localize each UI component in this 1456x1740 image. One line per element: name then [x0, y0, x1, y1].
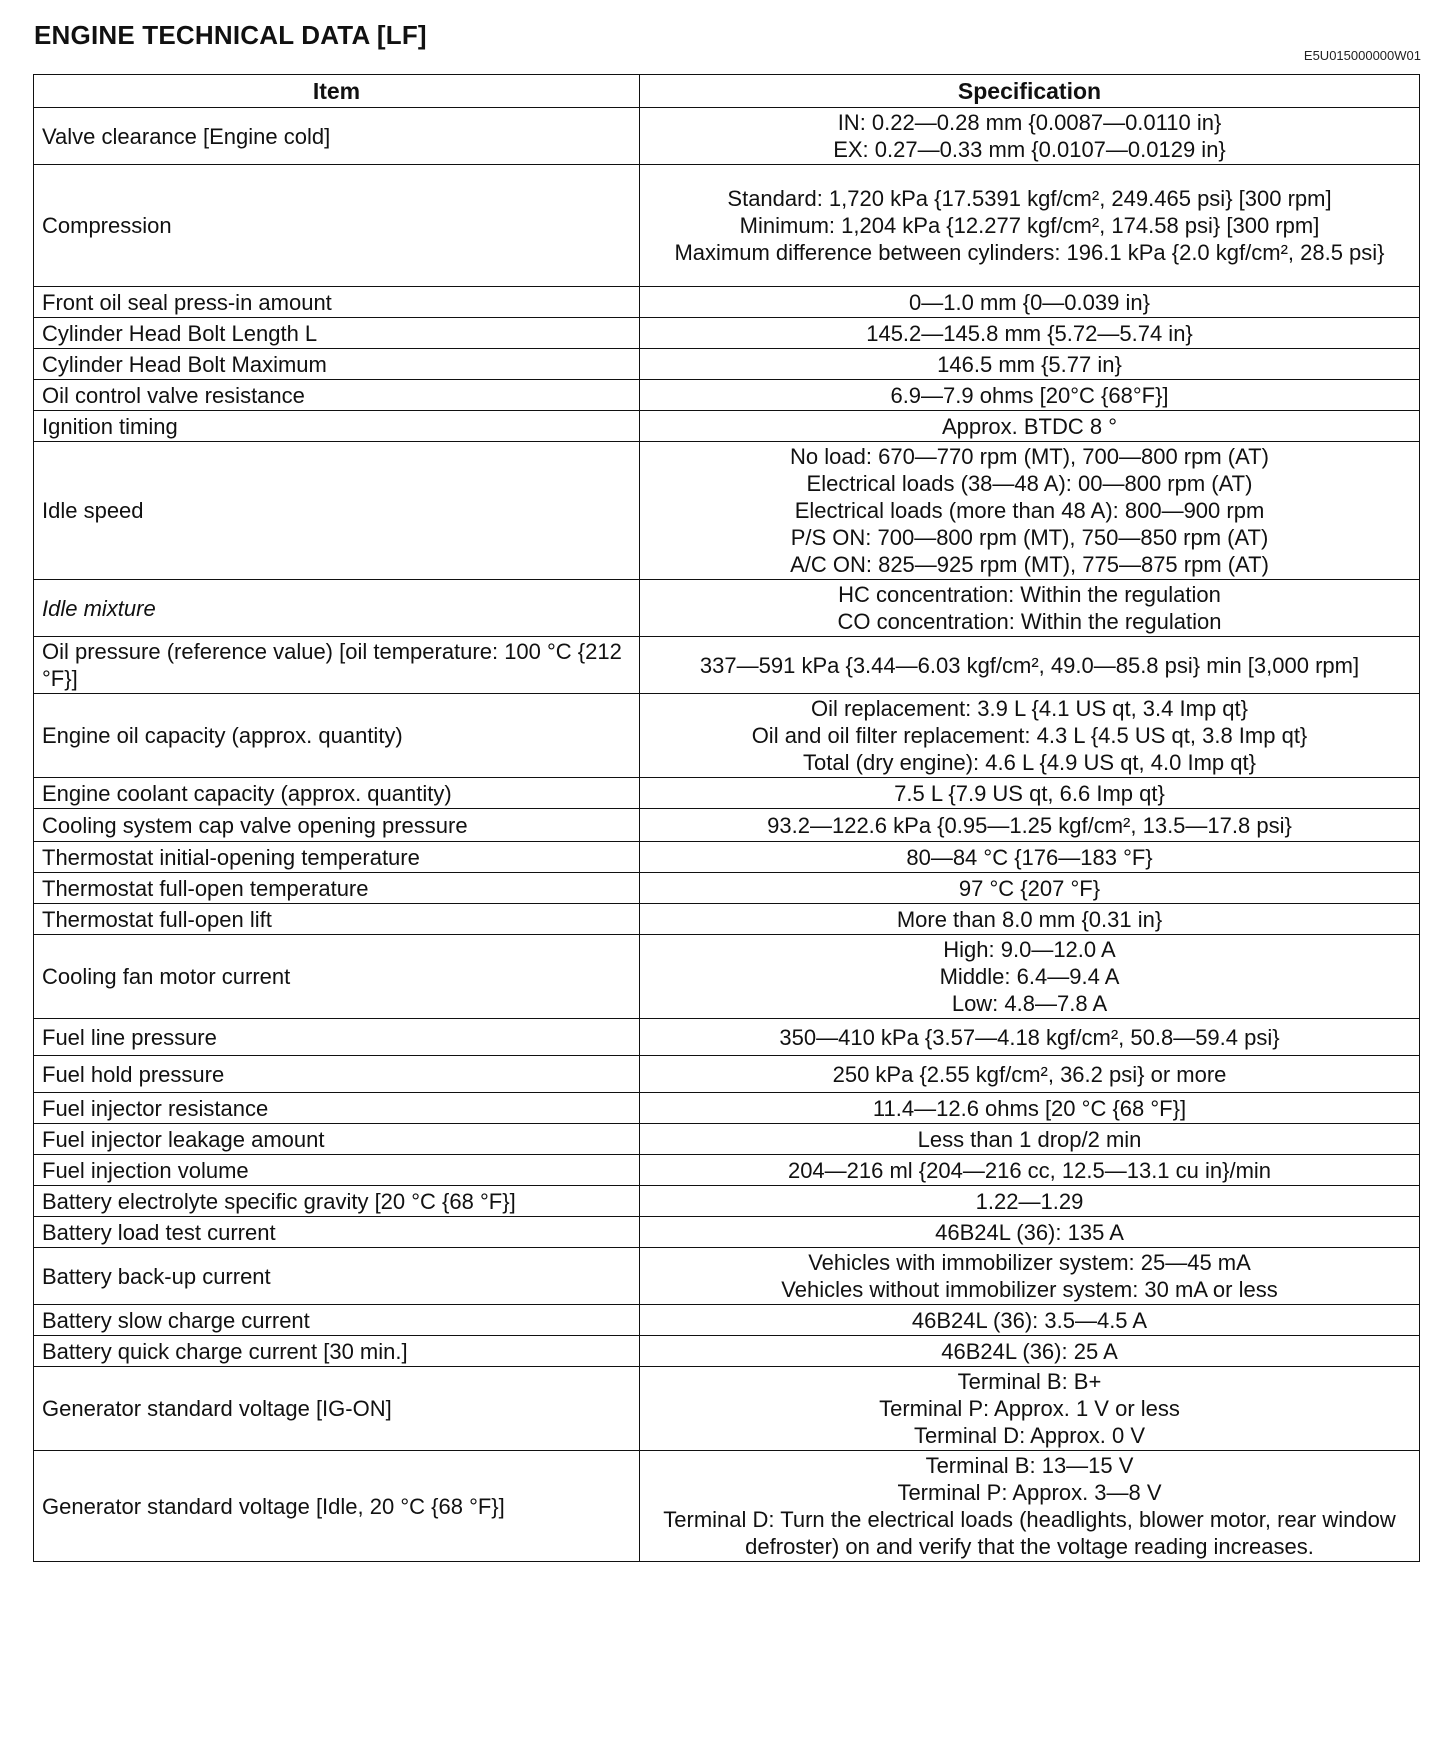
- specification-line: 1.22—1.29: [975, 1188, 1084, 1214]
- item-label: Fuel hold pressure: [42, 1061, 225, 1087]
- item-cell: [34, 287, 640, 318]
- item-cell: [34, 1367, 640, 1451]
- specification-line: Oil and oil filter replacement: 4.3 L {4.5 US qt, 3.8 Imp qt}: [751, 723, 1308, 748]
- specification-line: Terminal D: Approx. 0 V: [913, 1423, 1146, 1448]
- specification-cell: [640, 1451, 1420, 1562]
- table-row: [34, 287, 1420, 318]
- engine-spec-table: [33, 74, 1420, 1562]
- table-row: [34, 1336, 1420, 1367]
- specification-cell: [640, 1367, 1420, 1451]
- item-label: Oil control valve resistance: [42, 382, 305, 408]
- item-cell: [34, 1093, 640, 1124]
- specification-line: Terminal B: 13—15 V: [925, 1453, 1134, 1478]
- item-label: Thermostat full-open temperature: [42, 875, 369, 901]
- specification-line: 7.5 L {7.9 US qt, 6.6 Imp qt}: [894, 780, 1165, 806]
- specification-line: 93.2—122.6 kPa {0.95—1.25 kgf/cm², 13.5—17.8 psi}: [767, 812, 1292, 838]
- table-row: [34, 1155, 1420, 1186]
- item-label: Ignition timing: [42, 413, 178, 439]
- item-label: Battery quick charge current [30 min.]: [42, 1338, 408, 1364]
- item-cell: [34, 873, 640, 904]
- item-label: Cooling system cap valve opening pressure: [42, 812, 468, 838]
- specification-cell: [640, 442, 1420, 580]
- item-cell: [34, 904, 640, 935]
- item-label: Engine oil capacity (approx. quantity): [42, 723, 403, 748]
- item-cell: [34, 411, 640, 442]
- specification-cell: [640, 904, 1420, 935]
- specification-line: No load: 670—770 rpm (MT), 700—800 rpm (AT): [790, 444, 1269, 469]
- item-label: Oil pressure (reference value) [oil temperature: 100 °C {212 °F}]: [42, 639, 622, 691]
- specification-cell: [640, 1093, 1420, 1124]
- item-label: Idle mixture: [42, 595, 156, 621]
- item-label: Generator standard voltage [IG-ON]: [42, 1396, 392, 1421]
- table-row: [34, 580, 1420, 637]
- item-cell: [34, 349, 640, 380]
- item-cell: [34, 694, 640, 778]
- specification-line: Terminal B: B+: [957, 1369, 1102, 1394]
- specification-line: Approx. BTDC 8 °: [941, 413, 1118, 439]
- document-id: E5U015000000W01: [1303, 48, 1421, 63]
- specification-line: 204—216 ml {204—216 cc, 12.5—13.1 cu in}/min: [787, 1157, 1272, 1183]
- item-label: Thermostat initial-opening temperature: [42, 844, 420, 870]
- item-cell: [34, 318, 640, 349]
- specification-cell: [640, 1305, 1420, 1336]
- item-cell: [34, 1019, 640, 1056]
- specification-line: 46B24L (36): 3.5—4.5 A: [911, 1307, 1148, 1333]
- table-row: [34, 809, 1420, 842]
- item-label: Front oil seal press-in amount: [42, 289, 332, 315]
- item-cell: [34, 842, 640, 873]
- item-label: Engine coolant capacity (approx. quantity): [42, 780, 452, 806]
- item-cell: [34, 1155, 640, 1186]
- specification-line: 350—410 kPa {3.57—4.18 kgf/cm², 50.8—59.4 psi}: [779, 1024, 1280, 1050]
- specification-cell: [640, 1248, 1420, 1305]
- item-cell: [34, 442, 640, 580]
- specification-line: High: 9.0—12.0 A: [943, 937, 1116, 962]
- item-cell: [34, 1217, 640, 1248]
- specification-line: Standard: 1,720 kPa {17.5391 kgf/cm², 249.465 psi} [300 rpm]: [727, 186, 1332, 211]
- table-row: [34, 165, 1420, 287]
- specification-line: EX: 0.27—0.33 mm {0.0107—0.0129 in}: [833, 137, 1226, 162]
- table-row: [34, 1305, 1420, 1336]
- item-cell: [34, 637, 640, 694]
- specification-line: P/S ON: 700—800 rpm (MT), 750—850 rpm (AT): [790, 525, 1269, 550]
- specification-line: Vehicles without immobilizer system: 30 mA or less: [781, 1277, 1278, 1302]
- table-row: [34, 108, 1420, 165]
- specification-cell: [640, 349, 1420, 380]
- column-header-item: Item: [34, 75, 640, 108]
- table-row: [34, 694, 1420, 778]
- page-title: ENGINE TECHNICAL DATA [LF]: [34, 20, 427, 50]
- specification-line: 46B24L (36): 25 A: [941, 1338, 1118, 1364]
- specification-cell: [640, 1019, 1420, 1056]
- item-label: Battery slow charge current: [42, 1307, 310, 1333]
- table-row: [34, 842, 1420, 873]
- specification-cell: [640, 411, 1420, 442]
- specification-line: 80—84 °C {176—183 °F}: [906, 844, 1153, 870]
- item-cell: [34, 809, 640, 842]
- table-row: [34, 1124, 1420, 1155]
- specification-cell: [640, 1217, 1420, 1248]
- table-row: [34, 778, 1420, 809]
- specification-cell: [640, 1124, 1420, 1155]
- specification-line: Terminal P: Approx. 3—8 V: [897, 1480, 1162, 1505]
- specification-line: CO concentration: Within the regulation: [837, 609, 1222, 634]
- table-header-row: [34, 75, 1420, 108]
- specification-line: Terminal D: Turn the electrical loads (headlights, blower motor, rear window defroster) on and verify that the voltage reading increases.: [663, 1507, 1396, 1559]
- item-label: Cooling fan motor current: [42, 964, 291, 989]
- specification-line: HC concentration: Within the regulation: [838, 582, 1221, 607]
- specification-line: 0—1.0 mm {0—0.039 in}: [909, 289, 1150, 315]
- table-row: [34, 442, 1420, 580]
- item-cell: [34, 1248, 640, 1305]
- table-row: [34, 380, 1420, 411]
- item-cell: [34, 1336, 640, 1367]
- specification-line: Terminal P: Approx. 1 V or less: [879, 1396, 1180, 1421]
- specification-line: Maximum difference between cylinders: 196.1 kPa {2.0 kgf/cm², 28.5 psi}: [674, 240, 1385, 265]
- specification-cell: [640, 1186, 1420, 1217]
- specification-cell: [640, 108, 1420, 165]
- item-label: Cylinder Head Bolt Maximum: [42, 351, 327, 377]
- specification-cell: [640, 380, 1420, 411]
- specification-cell: [640, 580, 1420, 637]
- item-label: Thermostat full-open lift: [42, 906, 272, 932]
- item-label: Battery back-up current: [42, 1263, 271, 1289]
- specification-line: Low: 4.8—7.8 A: [951, 991, 1108, 1016]
- specification-cell: [640, 694, 1420, 778]
- item-cell: [34, 1124, 640, 1155]
- item-label: Idle speed: [42, 498, 144, 523]
- table-row: [34, 873, 1420, 904]
- item-cell: [34, 1451, 640, 1562]
- item-cell: [34, 935, 640, 1019]
- table-row: [34, 637, 1420, 694]
- item-cell: [34, 1186, 640, 1217]
- specification-line: 337—591 kPa {3.44—6.03 kgf/cm², 49.0—85.8 psi} min [3,000 rpm]: [699, 652, 1360, 678]
- item-label: Fuel injector leakage amount: [42, 1126, 325, 1152]
- specification-line: 145.2—145.8 mm {5.72—5.74 in}: [866, 320, 1193, 346]
- item-label: Compression: [42, 213, 172, 238]
- table-row: [34, 935, 1420, 1019]
- specification-cell: [640, 1155, 1420, 1186]
- specification-line: 250 kPa {2.55 kgf/cm², 36.2 psi} or more: [832, 1061, 1227, 1087]
- specification-line: 146.5 mm {5.77 in}: [937, 351, 1122, 377]
- table-row: [34, 904, 1420, 935]
- item-label: Battery load test current: [42, 1219, 276, 1245]
- item-label: Fuel injector resistance: [42, 1095, 269, 1121]
- specification-cell: [640, 318, 1420, 349]
- table-row: [34, 349, 1420, 380]
- table-row: [34, 1217, 1420, 1248]
- specification-line: Oil replacement: 3.9 L {4.1 US qt, 3.4 Imp qt}: [811, 696, 1248, 721]
- item-label: Battery electrolyte specific gravity [20 °C {68 °F}]: [42, 1188, 516, 1214]
- specification-line: 11.4—12.6 ohms [20 °C {68 °F}]: [872, 1095, 1187, 1121]
- specification-cell: [640, 637, 1420, 694]
- specification-line: More than 8.0 mm {0.31 in}: [896, 906, 1163, 932]
- specification-line: A/C ON: 825—925 rpm (MT), 775—875 rpm (AT): [790, 552, 1269, 577]
- table-row: [34, 1186, 1420, 1217]
- item-cell: [34, 108, 640, 165]
- column-header-specification: Specification: [640, 75, 1420, 108]
- specification-cell: [640, 842, 1420, 873]
- specification-cell: [640, 1336, 1420, 1367]
- item-cell: [34, 380, 640, 411]
- table-row: [34, 1056, 1420, 1093]
- specification-line: Vehicles with immobilizer system: 25—45 mA: [808, 1250, 1251, 1275]
- item-label: Fuel injection volume: [42, 1157, 249, 1183]
- table-row: [34, 1248, 1420, 1305]
- table-row: [34, 1367, 1420, 1451]
- specification-line: Electrical loads (more than 48 A): 800—900 rpm: [794, 498, 1265, 523]
- item-label: Fuel line pressure: [42, 1024, 217, 1050]
- specification-cell: [640, 873, 1420, 904]
- item-cell: [34, 778, 640, 809]
- specification-cell: [640, 935, 1420, 1019]
- item-cell: [34, 1056, 640, 1093]
- specification-line: IN: 0.22—0.28 mm {0.0087—0.0110 in}: [837, 110, 1222, 135]
- table-row: [34, 318, 1420, 349]
- specification-line: 97 °C {207 °F}: [958, 875, 1101, 901]
- item-label: Valve clearance [Engine cold]: [42, 123, 331, 149]
- table-body: [34, 108, 1420, 1562]
- item-cell: [34, 165, 640, 287]
- specification-line: Total (dry engine): 4.6 L {4.9 US qt, 4.0 Imp qt}: [803, 750, 1256, 775]
- specification-cell: [640, 1056, 1420, 1093]
- item-cell: [34, 580, 640, 637]
- item-cell: [34, 1305, 640, 1336]
- table-row: [34, 411, 1420, 442]
- item-label: Generator standard voltage [Idle, 20 °C {68 °F}]: [42, 1493, 505, 1519]
- specification-line: 6.9—7.9 ohms [20°C {68°F}]: [890, 382, 1169, 408]
- specification-line: Electrical loads (38—48 A): 00—800 rpm (AT): [806, 471, 1253, 496]
- specification-cell: [640, 165, 1420, 287]
- table-row: [34, 1019, 1420, 1056]
- specification-line: 46B24L (36): 135 A: [935, 1219, 1124, 1245]
- specification-line: Minimum: 1,204 kPa {12.277 kgf/cm², 174.58 psi} [300 rpm]: [739, 213, 1320, 238]
- specification-cell: [640, 778, 1420, 809]
- table-row: [34, 1451, 1420, 1562]
- specification-cell: [640, 809, 1420, 842]
- table-row: [34, 1093, 1420, 1124]
- item-label: Cylinder Head Bolt Length L: [42, 320, 318, 346]
- specification-line: Middle: 6.4—9.4 A: [939, 964, 1120, 989]
- specification-cell: [640, 287, 1420, 318]
- specification-line: Less than 1 drop/2 min: [917, 1126, 1142, 1152]
